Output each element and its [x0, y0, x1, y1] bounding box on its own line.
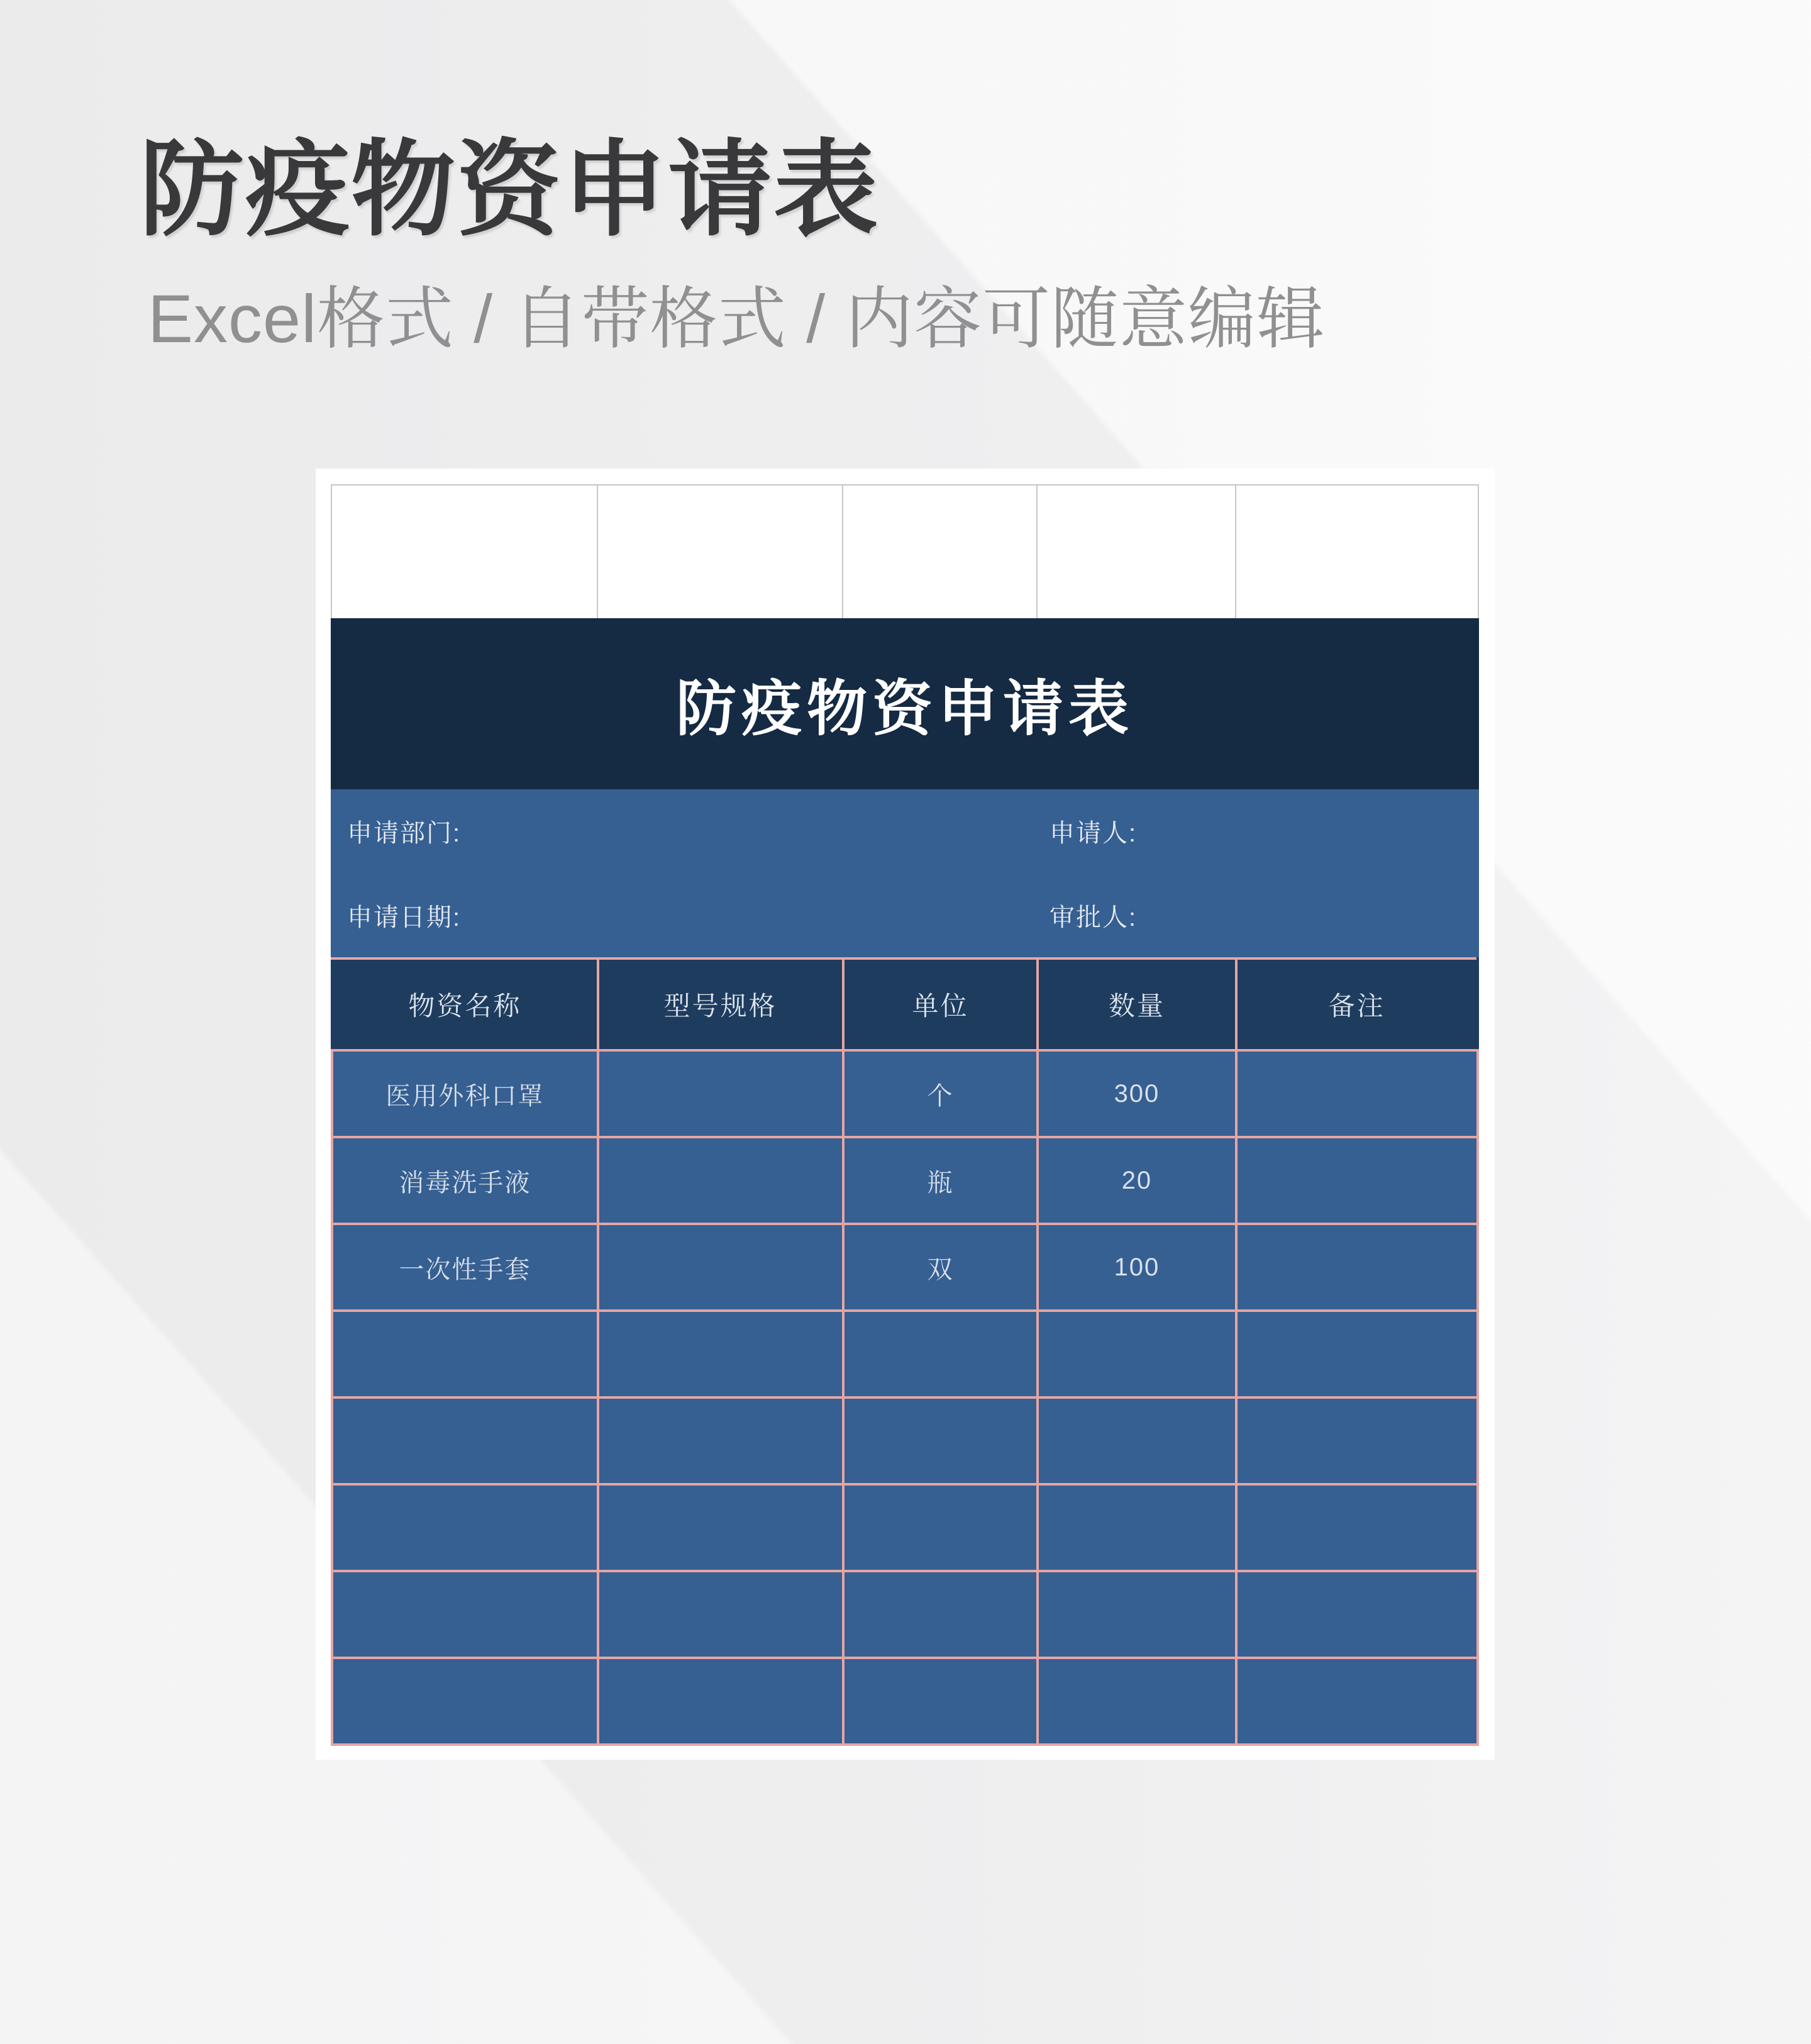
table-row: [332, 1571, 1478, 1658]
table-cell: 100: [1038, 1224, 1236, 1311]
table-cell: [598, 1484, 843, 1571]
table-header-row: [332, 958, 1478, 1050]
table-cell: [843, 1484, 1038, 1571]
table-cell: [332, 1571, 598, 1658]
table-cell: 20: [1038, 1137, 1236, 1224]
table-cell: [843, 1311, 1038, 1397]
supplies-table: [331, 957, 1479, 1746]
table-cell: 消毒洗手液: [332, 1137, 598, 1224]
table-cell: [1038, 1571, 1236, 1658]
table-cell: 一次性手套: [332, 1224, 598, 1311]
table-cell: [1236, 1571, 1478, 1658]
column-header-unit: 单位: [843, 958, 1038, 1050]
table-cell: [1236, 1397, 1478, 1484]
table-cell: [1038, 1658, 1236, 1745]
sheet-title-banner: [331, 618, 1479, 789]
table-cell: [332, 1484, 598, 1571]
table-row: [332, 1311, 1478, 1397]
sheet-title: 防疫物资申请表: [676, 675, 1134, 743]
blank-cell: [332, 486, 598, 618]
blank-cell: [1236, 486, 1478, 618]
table-cell: [598, 1137, 843, 1224]
table-cell: [598, 1224, 843, 1311]
column-header-quantity: 数量: [1038, 958, 1236, 1050]
table-cell: [1038, 1311, 1236, 1397]
table-row: [332, 1658, 1478, 1745]
column-header-remarks: 备注: [1236, 958, 1478, 1050]
table-row: [332, 1484, 1478, 1571]
table-row: [332, 1397, 1478, 1484]
table-row: [332, 1050, 1478, 1137]
blank-cell: [1038, 486, 1236, 618]
table-cell: [332, 1397, 598, 1484]
table-cell: [1236, 1050, 1478, 1137]
table-cell: [1236, 1484, 1478, 1571]
table-cell: [1038, 1484, 1236, 1571]
table-cell: [1236, 1658, 1478, 1745]
table-cell: 医用外科口罩: [332, 1050, 598, 1137]
table-cell: [1236, 1137, 1478, 1224]
column-header-material-name: 物资名称: [332, 958, 598, 1050]
blank-cell: [843, 486, 1038, 618]
table-cell: [598, 1311, 843, 1397]
table-row: [332, 1224, 1478, 1311]
table-cell: [843, 1658, 1038, 1745]
info-label-applicant: 申请人:: [1049, 819, 1138, 848]
table-cell: 双: [843, 1224, 1038, 1311]
template-card: [316, 469, 1495, 1760]
table-cell: [332, 1658, 598, 1745]
table-cell: [598, 1658, 843, 1745]
table-cell: [598, 1397, 843, 1484]
table-cell: [1236, 1224, 1478, 1311]
table-cell: [332, 1311, 598, 1397]
table-cell: [1038, 1397, 1236, 1484]
table-cell: 300: [1038, 1050, 1236, 1137]
table-cell: [1236, 1311, 1478, 1397]
table-cell: 个: [843, 1050, 1038, 1137]
column-header-model-spec: 型号规格: [598, 958, 843, 1050]
table-row: [332, 1137, 1478, 1224]
info-label-date: 申请日期:: [347, 903, 462, 931]
blank-cell: [598, 486, 843, 618]
table-cell: [598, 1571, 843, 1658]
sheet-blank-row: [331, 484, 1479, 618]
page-subtitle: Excel格式 / 自带格式 / 内容可随意编辑: [148, 280, 1326, 357]
table-cell: 瓶: [843, 1137, 1038, 1224]
table-cell: [843, 1397, 1038, 1484]
info-label-department: 申请部门:: [347, 819, 462, 848]
info-panel: [331, 789, 1479, 957]
page-title: 防疫物资申请表: [140, 132, 879, 248]
table-cell: [843, 1571, 1038, 1658]
info-label-approver: 审批人:: [1049, 903, 1138, 931]
table-cell: [598, 1050, 843, 1137]
